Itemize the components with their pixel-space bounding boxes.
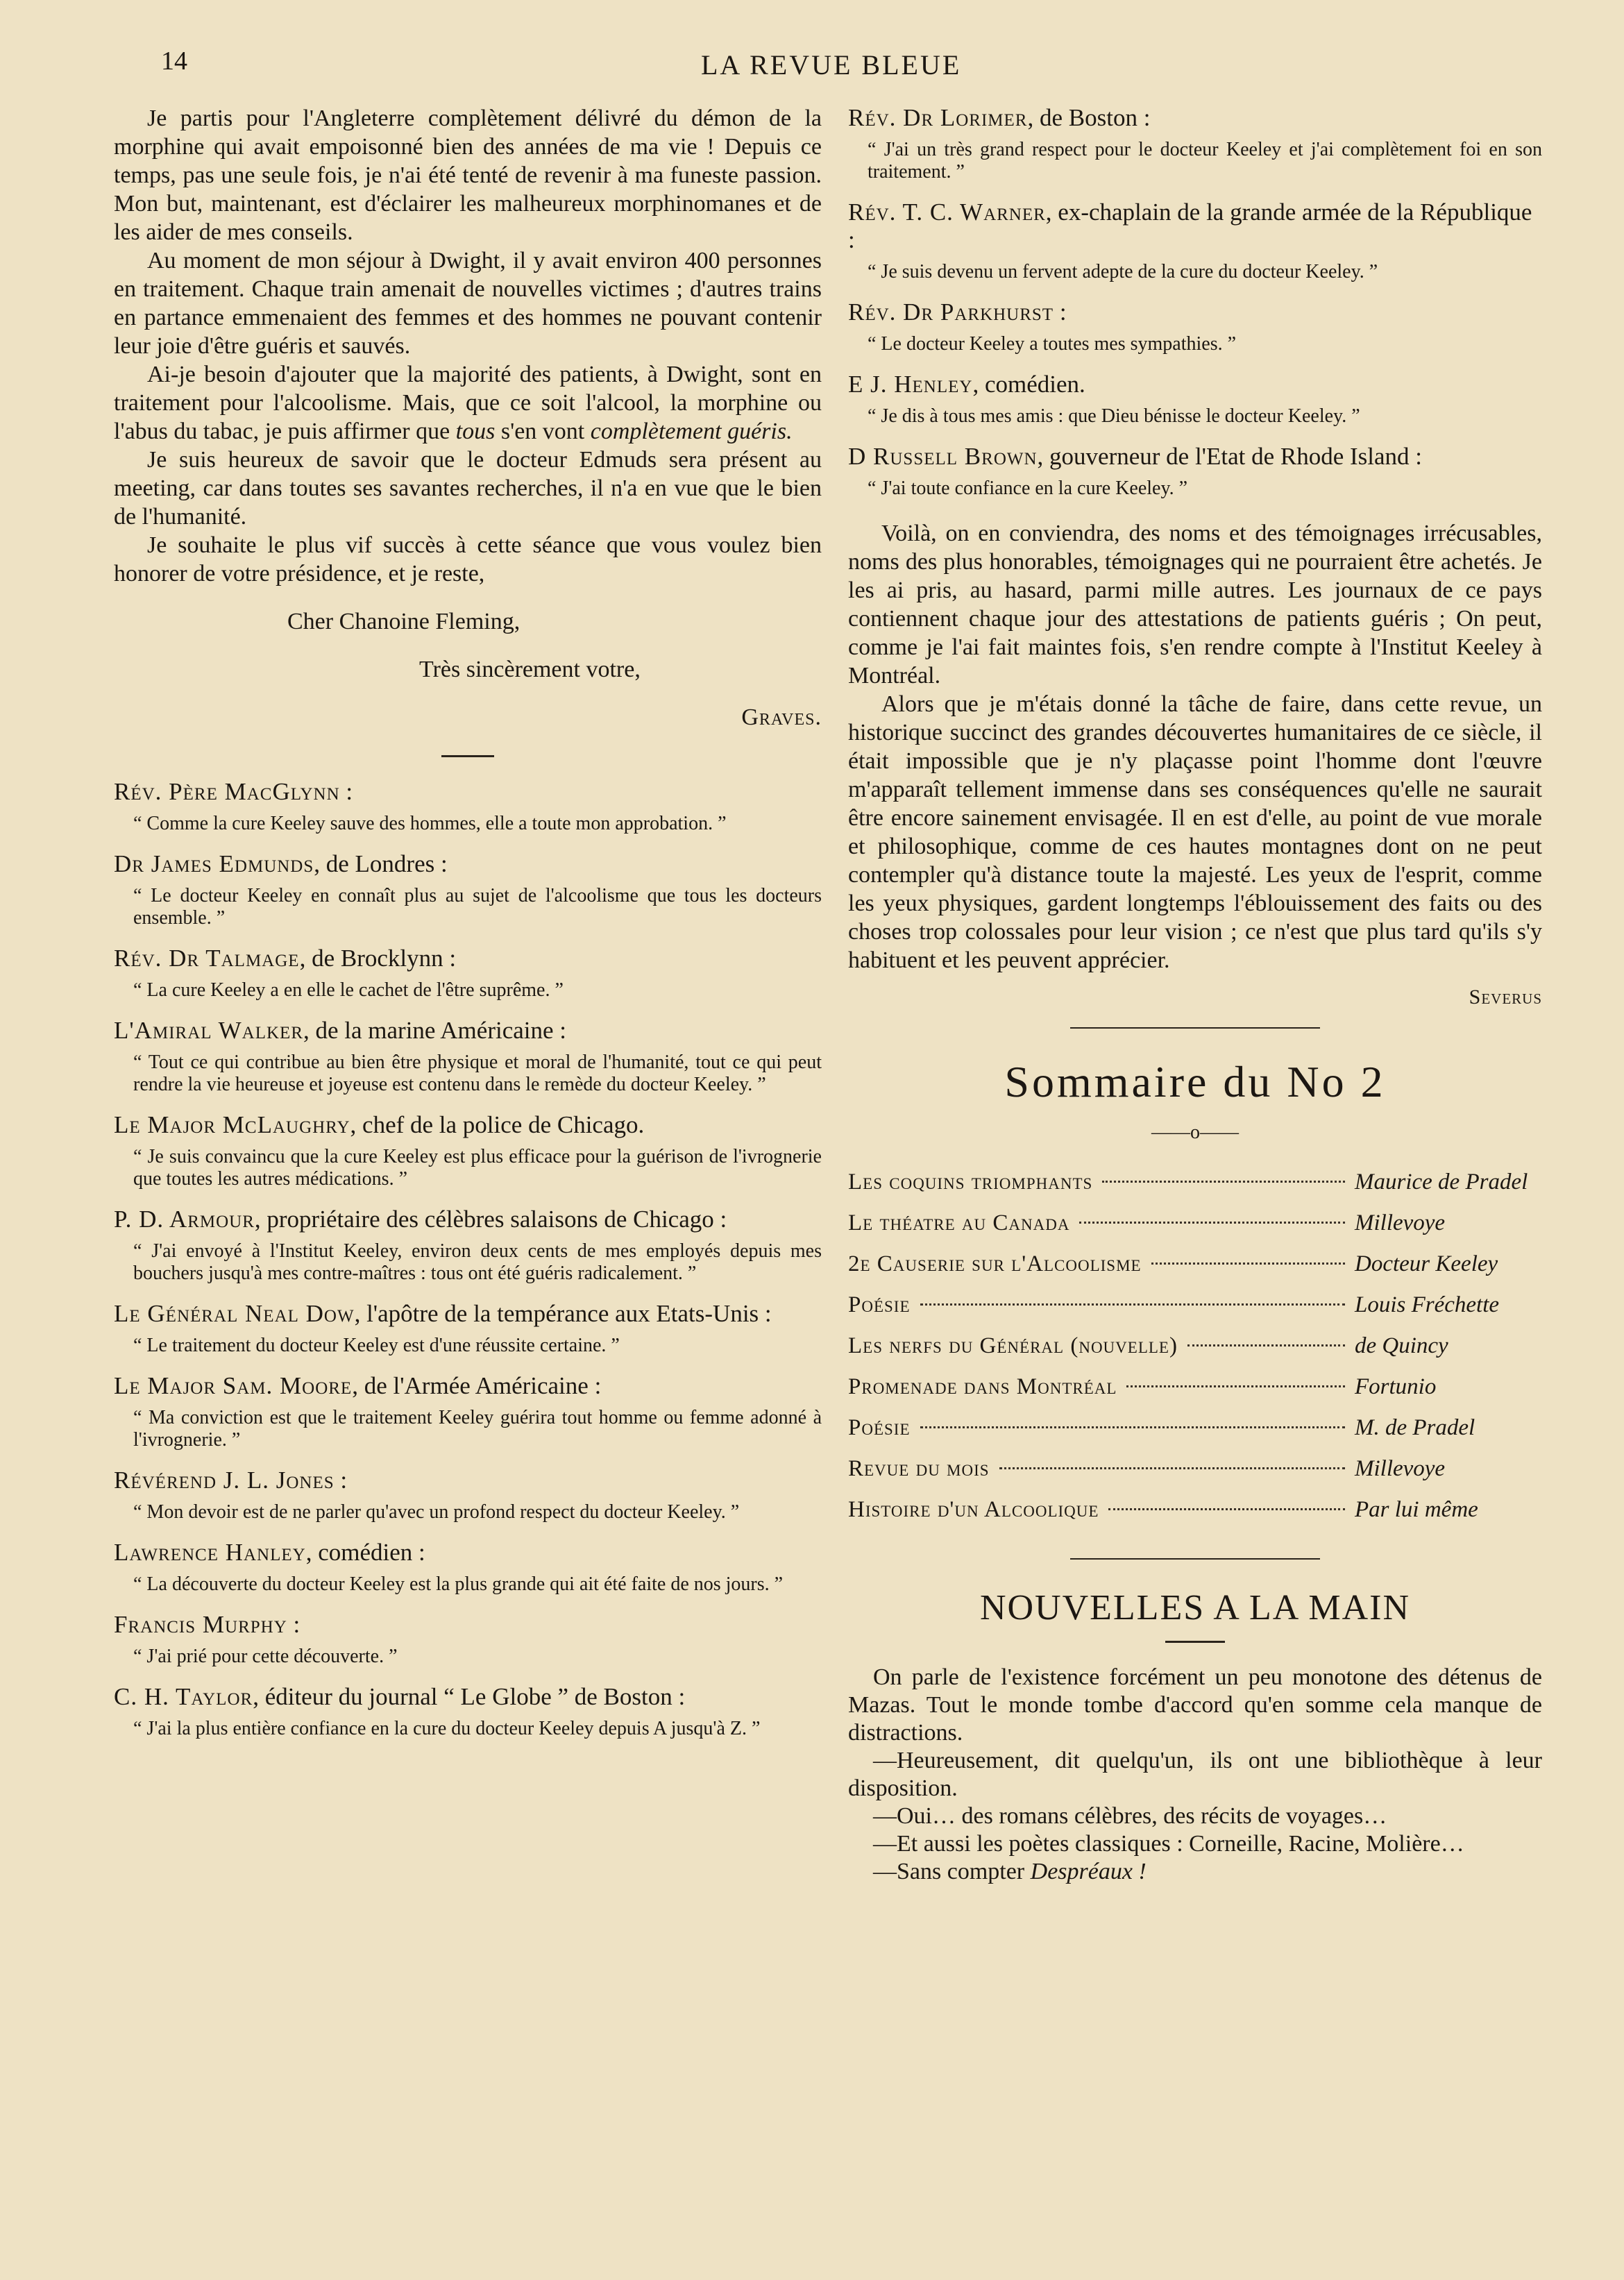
testimonial-affiliation: , chef de la police de Chicago.	[350, 1111, 645, 1138]
nouvelles-line: —Et aussi les poètes classiques : Corneille, Racine, Molière…	[873, 1831, 1464, 1857]
testimonial-name: Le Général Neal Dow	[114, 1300, 355, 1327]
toc-row	[848, 1169, 1542, 1196]
toc-leader-dots	[920, 1303, 1345, 1306]
testimonial-name: Rév. T. C. Warner	[848, 199, 1046, 226]
nouvelles-line: On parle de l'existence forcément un peu monotone des détenus de Mazas. Tout le monde tombe d'accord qu'en somme cela manque de distractions.	[848, 1664, 1542, 1746]
section-divider	[441, 755, 494, 757]
testimonial-heading	[848, 104, 1542, 132]
letter-text: s'en vont	[495, 419, 591, 444]
testimonial-heading	[114, 945, 822, 972]
nouvelles-line	[848, 1858, 1542, 1886]
toc-leader-dots	[1102, 1181, 1345, 1183]
testimonial	[114, 945, 822, 1002]
testimonial-affiliation: , propriétaire des célèbres salaisons de Chicago :	[254, 1206, 727, 1233]
toc-row	[848, 1374, 1542, 1401]
testimonial-quote: “ Le traitement du docteur Keeley est d'une réussite certaine. ”	[133, 1335, 620, 1356]
testimonial-heading	[114, 1539, 822, 1567]
toc-row	[848, 1210, 1542, 1237]
testimonial-name: Révérend J. L. Jones	[114, 1467, 335, 1494]
toc-author: Par lui même	[1355, 1497, 1478, 1522]
essay-signature: Severus	[1469, 986, 1542, 1008]
testimonial-name: Le Major Sam. Moore	[114, 1372, 353, 1399]
essay-paragraph: Voilà, on en conviendra, des noms et des témoignages irrécusables, noms des plus honorables, témoignages qui ne pourraient être achetés. Je les ai pris, au hasard, parmi mille autres. Les journaux de ce pays contiennent chaque jour des attestations de patients guéris ; On peut, comme je l'ai fait maintes fois, s'en rendre compte à l'Institut Keeley à Montréal.	[848, 521, 1542, 689]
testimonial-quote: “ J'ai envoyé à l'Institut Keeley, environ deux cents de mes employés depuis mes bouchers jusqu'à mes contre-maîtres : tous ont été guéris radicalement. ”	[133, 1240, 822, 1284]
testimonial-heading	[848, 199, 1542, 254]
testimonial-affiliation: :	[334, 1467, 348, 1494]
toc-leader-dots	[999, 1467, 1345, 1469]
section-divider	[1165, 1641, 1225, 1643]
toc-title: Poésie	[848, 1415, 911, 1440]
toc-row	[848, 1292, 1542, 1319]
letter-text: Ai-je besoin d'ajouter que la majorité des patients, à Dwight, sont en traitement pour l'alcoolisme. Mais, que ce soit l'alcool, la morphine ou l'abus du tabac, je puis affirmer que	[114, 362, 822, 444]
letter-paragraph: Je souhaite le plus vif succès à cette séance que vous voulez bien honorer de votre présidence, et je reste,	[114, 532, 822, 586]
testimonial-quote: “ Je suis convaincu que la cure Keeley est plus efficace pour la guérison de l'ivrognerie que toutes les autres médications. ”	[133, 1146, 822, 1190]
testimonial-name: P. D. Armour	[114, 1206, 255, 1233]
testimonial	[114, 1017, 822, 1096]
testimonial-quote: “ J'ai toute confiance en la cure Keeley. ”	[868, 478, 1188, 499]
testimonial-affiliation: , gouverneur de l'Etat de Rhode Island :	[1037, 443, 1423, 470]
toc-author: Millevoye	[1355, 1210, 1446, 1235]
testimonial-affiliation: , de Londres :	[314, 850, 448, 877]
emphasis-text: tous	[455, 419, 496, 444]
testimonial-affiliation: , de Brocklynn :	[299, 945, 457, 972]
testimonial	[114, 1467, 822, 1523]
testimonial-quote: “ La découverte du docteur Keeley est la plus grande qui ait été faite de nos jours. ”	[133, 1573, 784, 1595]
toc-author: Fortunio	[1355, 1374, 1437, 1399]
testimonial-name: C. H. Taylor	[114, 1683, 253, 1710]
toc-author: M. de Pradel	[1355, 1415, 1475, 1440]
testimonial-affiliation: , comédien :	[305, 1539, 425, 1566]
testimonial	[114, 1611, 822, 1668]
toc-title: Histoire d'un Alcoolique	[848, 1497, 1099, 1522]
emphasis-text: complètement guéris.	[590, 419, 793, 444]
testimonial-name: D Russell Brown	[848, 443, 1038, 470]
testimonials-list	[114, 778, 822, 1740]
testimonial-affiliation: , de l'Armée Américaine :	[352, 1372, 602, 1399]
toc-title: Revue du mois	[848, 1456, 990, 1481]
nouvelles-line: —Heureusement, dit quelqu'un, ils ont une bibliothèque à leur disposition.	[848, 1748, 1542, 1801]
sommaire-title: Sommaire du No 2	[1004, 1057, 1386, 1106]
testimonial-heading	[114, 778, 822, 806]
testimonial-heading	[114, 1372, 822, 1400]
testimonial	[114, 1206, 822, 1285]
toc-title: 2e Causerie sur l'Alcoolisme	[848, 1251, 1142, 1276]
testimonial	[114, 1539, 822, 1596]
testimonial-name: Dr James Edmunds	[114, 850, 314, 877]
testimonial	[114, 850, 822, 929]
toc-title: Les coquins triomphants	[848, 1169, 1093, 1194]
toc-row	[848, 1496, 1542, 1523]
testimonial-heading	[848, 443, 1542, 471]
testimonial-heading	[848, 298, 1542, 326]
testimonial-quote: “ Le docteur Keeley a toutes mes sympathies. ”	[868, 333, 1237, 355]
running-head: LA REVUE BLEUE	[701, 49, 962, 81]
testimonial-quote: “ Tout ce qui contribue au bien être physique et moral de l'humanité, tout ce qui peut rendre la vie heureuse et joyeuse est contenu dans le remède du docteur Keeley. ”	[133, 1052, 822, 1095]
letter-paragraph: Je partis pour l'Angleterre complètement délivré du démon de la morphine qui avait empoisonné bien des années de ma vie ! Depuis ce temps, pas une seule fois, je n'ai été tenté de revenir à ma funeste passion. Mon but, maintenant, est d'éclairer les malheureux morphinomanes et de les aider de mes conseils.	[114, 105, 822, 245]
testimonial-heading	[848, 371, 1542, 398]
toc-row	[848, 1415, 1542, 1442]
testimonial-name: Le Major McLaughry	[114, 1111, 350, 1138]
testimonial-quote: “ Le docteur Keeley en connaît plus au sujet de l'alcoolisme que tous les docteurs ensemble. ”	[133, 885, 822, 929]
testimonial	[848, 443, 1542, 500]
testimonial-name: E J. Henley	[848, 371, 973, 398]
testimonials-list	[848, 104, 1542, 500]
toc-row	[848, 1251, 1542, 1278]
testimonial-affiliation: , ex-chaplain de la grande armée de la République :	[848, 199, 1532, 253]
testimonial-affiliation: :	[339, 778, 353, 805]
testimonial-heading	[114, 1017, 822, 1045]
toc-title: Le théatre au Canada	[848, 1210, 1070, 1235]
testimonial	[848, 298, 1542, 355]
nouvelles-title: NOUVELLES A LA MAIN	[979, 1588, 1411, 1628]
testimonial	[848, 104, 1542, 183]
nouvelles-text: —Sans compter	[873, 1859, 1031, 1884]
table-of-contents	[848, 1169, 1542, 1523]
testimonial	[114, 778, 822, 835]
testimonial-name: Rév. Dr Talmage	[114, 945, 300, 972]
closing-salutation: Cher Chanoine Fleming,	[287, 609, 521, 634]
toc-author: de Quincy	[1355, 1333, 1448, 1358]
testimonial-heading	[114, 1611, 822, 1639]
testimonial-heading	[114, 850, 822, 878]
toc-author: Maurice de Pradel	[1355, 1169, 1528, 1194]
left-column	[114, 104, 822, 1755]
testimonial-affiliation: :	[287, 1611, 301, 1638]
testimonial-name: Rév. Père MacGlynn	[114, 778, 340, 805]
toc-title: Les nerfs du Général (nouvelle)	[848, 1333, 1178, 1358]
testimonial-quote: “ Je dis à tous mes amis : que Dieu bénisse le docteur Keeley. ”	[868, 405, 1360, 427]
toc-leader-dots	[1151, 1263, 1345, 1265]
testimonial-affiliation: , comédien.	[972, 371, 1085, 398]
toc-title: Poésie	[848, 1292, 911, 1317]
testimonial-quote: “ Mon devoir est de ne parler qu'avec un profond respect du docteur Keeley. ”	[133, 1501, 740, 1523]
toc-leader-dots	[1079, 1222, 1345, 1224]
page-number: 14	[161, 47, 187, 76]
letter-paragraph	[114, 360, 822, 446]
letter-paragraph: Au moment de mon séjour à Dwight, il y avait environ 400 personnes en traitement. Chaque train amenait de nouvelles victimes ; d'autres trains en partance emmenaient des femmes et des hommes ne pouvant contenir leur joie d'être guéris et sauvés.	[114, 248, 822, 359]
testimonial-heading	[114, 1300, 822, 1328]
right-column	[848, 104, 1542, 1886]
testimonial-quote: “ Comme la cure Keeley sauve des hommes, elle a toute mon approbation. ”	[133, 813, 727, 834]
testimonial	[114, 1111, 822, 1190]
testimonial-quote: “ J'ai prié pour cette découverte. ”	[133, 1646, 398, 1667]
toc-leader-dots	[1187, 1344, 1345, 1346]
closing-phrase: Très sincèrement votre,	[419, 657, 641, 682]
testimonial-name: Rév. Dr Parkhurst	[848, 298, 1054, 326]
nouvelles-line: —Oui… des romans célèbres, des récits de voyages…	[873, 1803, 1387, 1829]
testimonial-quote: “ Je suis devenu un fervent adepte de la cure du docteur Keeley. ”	[868, 261, 1378, 282]
toc-author: Louis Fréchette	[1355, 1292, 1500, 1317]
closing-signature: Graves.	[741, 704, 822, 730]
emphasis-text: Despréaux !	[1030, 1859, 1147, 1884]
testimonial-affiliation: :	[1054, 298, 1067, 326]
toc-leader-dots	[1126, 1385, 1345, 1387]
testimonial-affiliation: , l'apôtre de la tempérance aux Etats-Unis :	[354, 1300, 772, 1327]
toc-author: Millevoye	[1355, 1456, 1446, 1481]
testimonial	[114, 1300, 822, 1357]
testimonial-heading	[114, 1467, 822, 1494]
letter-paragraph: Je suis heureux de savoir que le docteur Edmuds sera présent au meeting, car dans toutes ses savantes recherches, il n'a en vue que le bien de l'humanité.	[114, 447, 822, 530]
testimonial	[848, 199, 1542, 283]
toc-leader-dots	[1108, 1508, 1345, 1510]
testimonial	[114, 1372, 822, 1451]
testimonial-affiliation: , de la marine Américaine :	[303, 1017, 567, 1044]
testimonial-name: Lawrence Hanley	[114, 1539, 306, 1566]
essay-paragraph: Alors que je m'étais donné la tâche de faire, dans cette revue, un historique succinct des grandes découvertes humanitaires de ce siècle, il était impossible que je n'y plaçasse point l'homme dont l'œuvre m'apparaît tellement immense dans ses conséquences qu'elle ne saurait être encore sainement envisagée. Il en est d'elle, au point de vue morale et philosophique, comme de ces hautes montagnes dont on ne peut contempler qu'à distance toute la majesté. Les yeux de l'esprit, comme les yeux physiques, gardent longtemps l'éblouissement des faits ou des choses trop colossales pour leur vision ; ce n'est que plus tard qu'ils s'y habituent et les peuvent apprécier.	[848, 691, 1542, 973]
section-divider	[1070, 1027, 1320, 1029]
testimonial-quote: “ J'ai un très grand respect pour le docteur Keeley et j'ai complètement foi en son traitement. ”	[868, 139, 1542, 183]
testimonial-name: L'Amiral Walker	[114, 1017, 303, 1044]
testimonial-quote: “ Ma conviction est que le traitement Keeley guérira tout homme ou femme adonné à l'ivrognerie. ”	[133, 1407, 822, 1451]
testimonial-affiliation: , éditeur du journal “ Le Globe ” de Boston :	[253, 1683, 686, 1710]
testimonial	[848, 371, 1542, 428]
testimonial-quote: “ La cure Keeley a en elle le cachet de l'être suprême. ”	[133, 979, 564, 1001]
section-divider	[1070, 1558, 1320, 1560]
toc-author: Docteur Keeley	[1355, 1251, 1498, 1276]
testimonial-heading	[114, 1683, 822, 1711]
testimonial-name: Francis Murphy	[114, 1611, 287, 1638]
testimonial-name: Rév. Dr Lorimer	[848, 104, 1028, 131]
testimonial-quote: “ J'ai la plus entière confiance en la cure du docteur Keeley depuis A jusqu'à Z. ”	[133, 1718, 761, 1739]
testimonial-heading	[114, 1206, 822, 1233]
toc-row	[848, 1333, 1542, 1360]
toc-title: Promenade dans Montréal	[848, 1374, 1117, 1399]
testimonial-heading	[114, 1111, 822, 1139]
ornament-divider: ——o——	[1151, 1122, 1239, 1143]
testimonial	[114, 1683, 822, 1740]
testimonial-affiliation: , de Boston :	[1027, 104, 1151, 131]
toc-row	[848, 1455, 1542, 1483]
toc-leader-dots	[920, 1426, 1345, 1428]
